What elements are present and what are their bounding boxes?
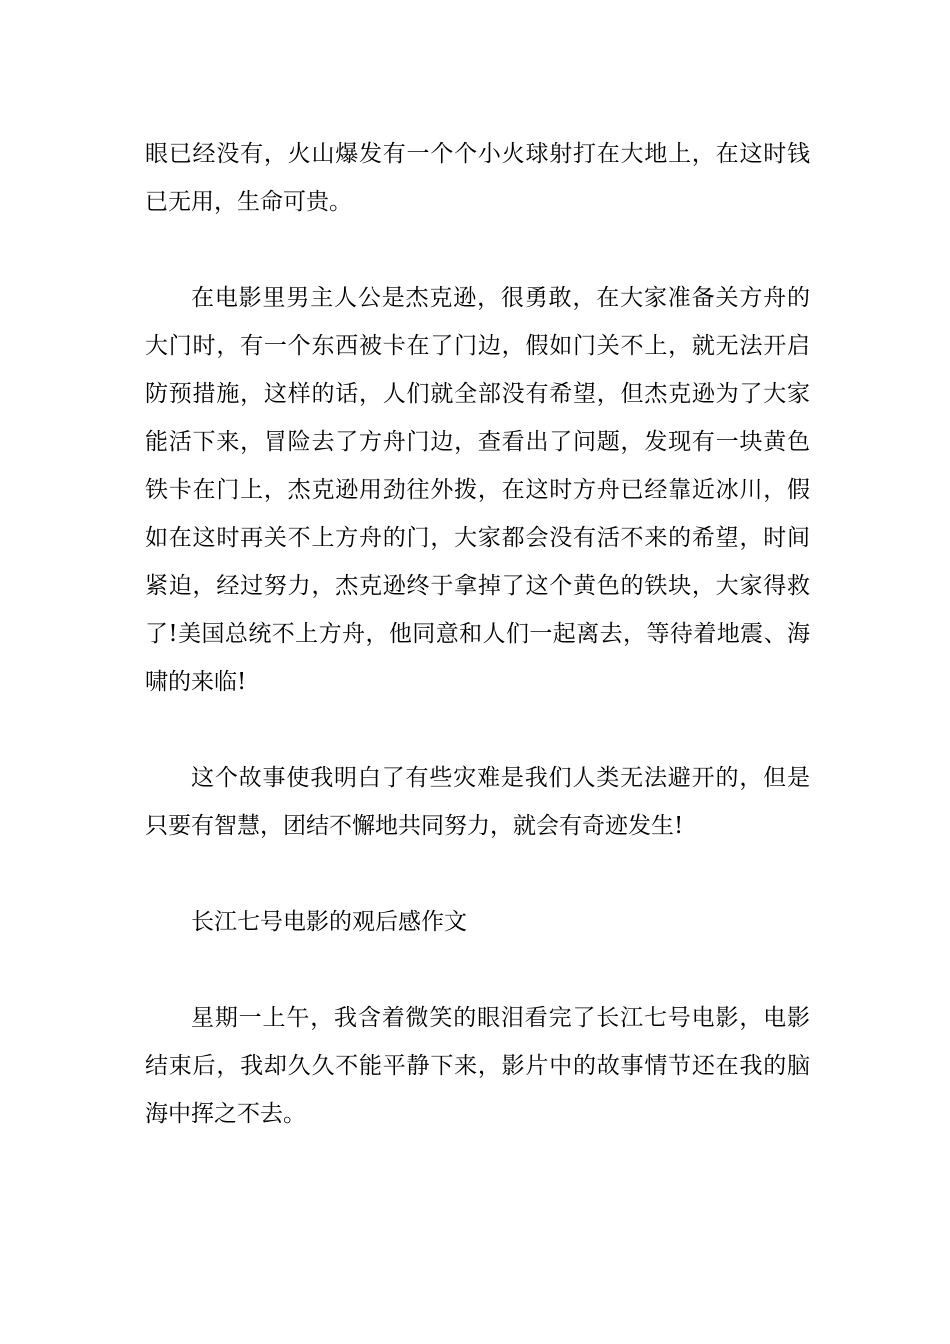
paragraph-conclusion: 这个故事使我明白了有些灾难是我们人类无法避开的，但是只要有智慧，团结不懈地共同努力，就会有奇迹发生! <box>145 765 810 839</box>
paragraph-cj7-intro: 星期一上午，我含着微笑的眼泪看完了长江七号电影，电影结束后，我却久久不能平静下来，影片中的故事情节还在我的脑海中挥之不去。 <box>145 1005 810 1127</box>
document-body <box>145 130 810 1138</box>
paragraph-jackson: 在电影里男主人公是杰克逊，很勇敢，在大家准备关方舟的大门时，有一个东西被卡在了门边，假如门关不上，就无法开启防预措施，这样的话，人们就全部没有希望，但杰克逊为了大家能活下来，冒险去了方舟门边，查看出了问题，发现有一块黄色铁卡在门上，杰克逊用劲往外拨，在这时方舟已经靠近冰川，假如在这时再关不上方舟的门，大家都会没有活不来的希望，时间紧迫，经过努力，杰克逊终于拿掉了这个黄色的铁块，大家得救了!美国总统不上方舟，他同意和人们一起离去，等待着地震、海啸的来临! <box>145 285 810 695</box>
section-heading: 长江七号电影的观后感作文 <box>191 909 467 935</box>
paragraph-continuation: 眼已经没有，火山爆发有一个个小火球射打在大地上，在这时钱已无用，生命可贵。 <box>145 141 810 215</box>
